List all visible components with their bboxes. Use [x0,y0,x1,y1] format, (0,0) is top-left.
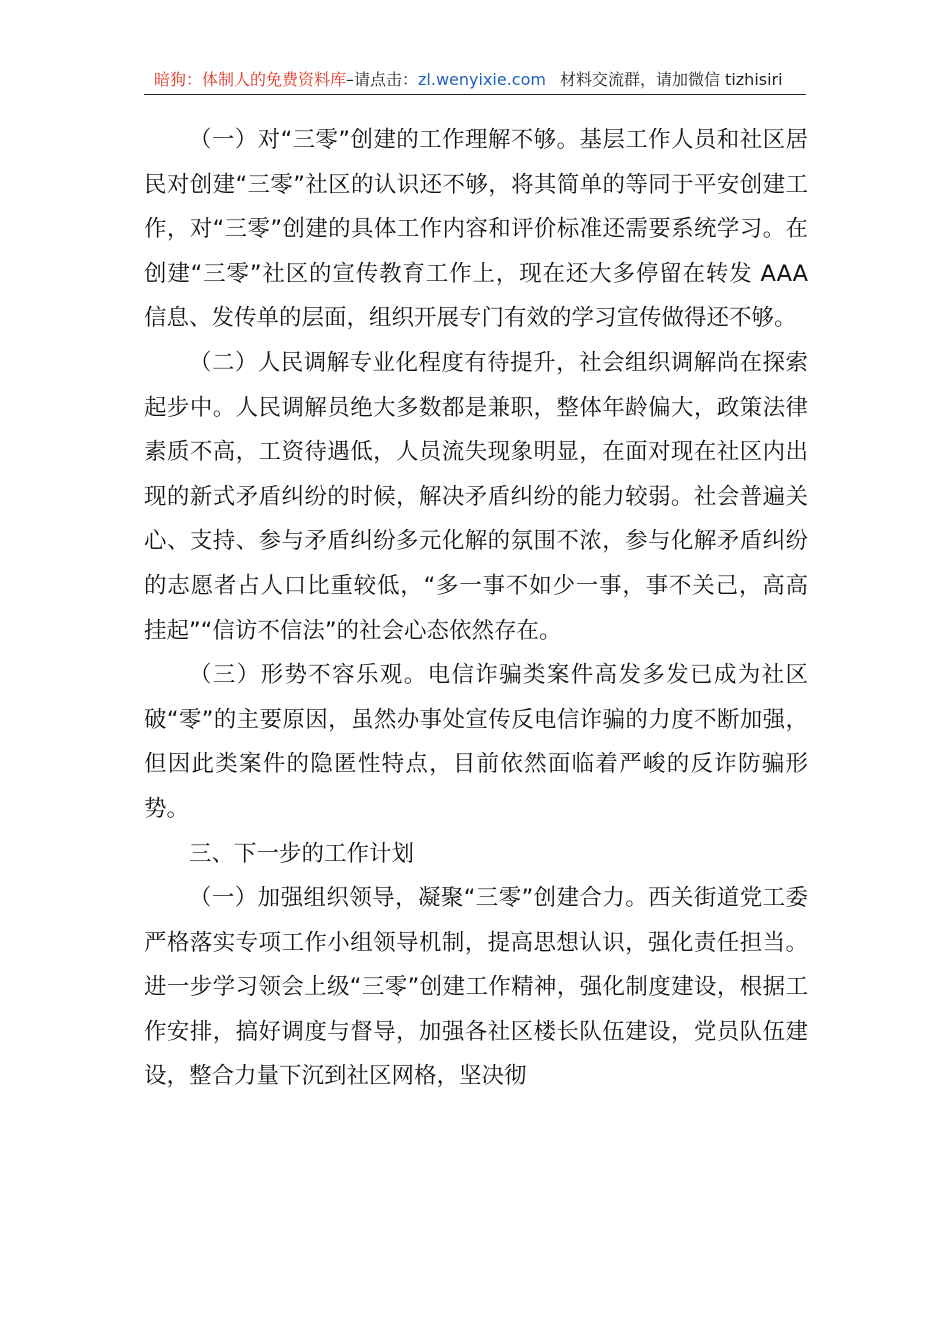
paragraph-issue-2: （二）人民调解专业化程度有待提升，社会组织调解尚在探索起步中。人民调解员绝大多数都是兼职，整体年龄偏大，政策法律素质不高，工资待遇低，人员流失现象明显，在面对现在社区内出现的新式矛盾纠纷的时候，解决矛盾纠纷的能力较弱。社会普遍关心、支持、参与矛盾纠纷多元化解的氛围不浓，参与化解矛盾纠纷的志愿者占人口比重较低，“多一事不如少一事，事不关己，高高挂起”“信访不信法”的社会心态依然存在。 [144,349,808,644]
header-link[interactable]: zl.wenyixie.com [418,70,546,89]
header-brand: 暗狗：体制人的免费资料库 [154,70,347,89]
paragraph-plan-1: （一）加强组织领导，凝聚“三零”创建合力。西关街道党工委严格落实专项工作小组领导机制，提高思想认识，强化责任担当。进一步学习领会上级“三零”创建工作精神，强化制度建设，根据工作安排，搞好调度与督导，加强各社区楼长队伍建设，党员队伍建设，整合力量下沉到社区网格，坚决彻 [144,885,808,1090]
header-contact: 材料交流群，请加微信 tizhisiri [559,70,783,89]
page-header [144,66,806,95]
section-heading-next-steps: 三、下一步的工作计划 [189,840,415,867]
paragraph-issue-3: （三）形势不容乐观。电信诈骗类案件高发多发已成为社区破“零”的主要原因，虽然办事处宣传反电信诈骗的力度不断加强，但因此类案件的隐匿性特点，目前依然面临着严峻的反诈防骗形势。 [144,662,808,822]
paragraph-issue-1: （一）对“三零”创建的工作理解不够。基层工作人员和社区居民对创建“三零”社区的认识还不够，将其简单的等同于平安创建工作，对“三零”创建的具体工作内容和评价标准还需要系统学习。在创建“三零”社区的宣传教育工作上，现在还大多停留在转发 AAA 信息、发传单的层面，组织开展专门有效的学习宣传做得还不够。 [144,127,808,332]
document-body [144,118,808,1099]
header-prompt: –请点击： [346,70,419,89]
